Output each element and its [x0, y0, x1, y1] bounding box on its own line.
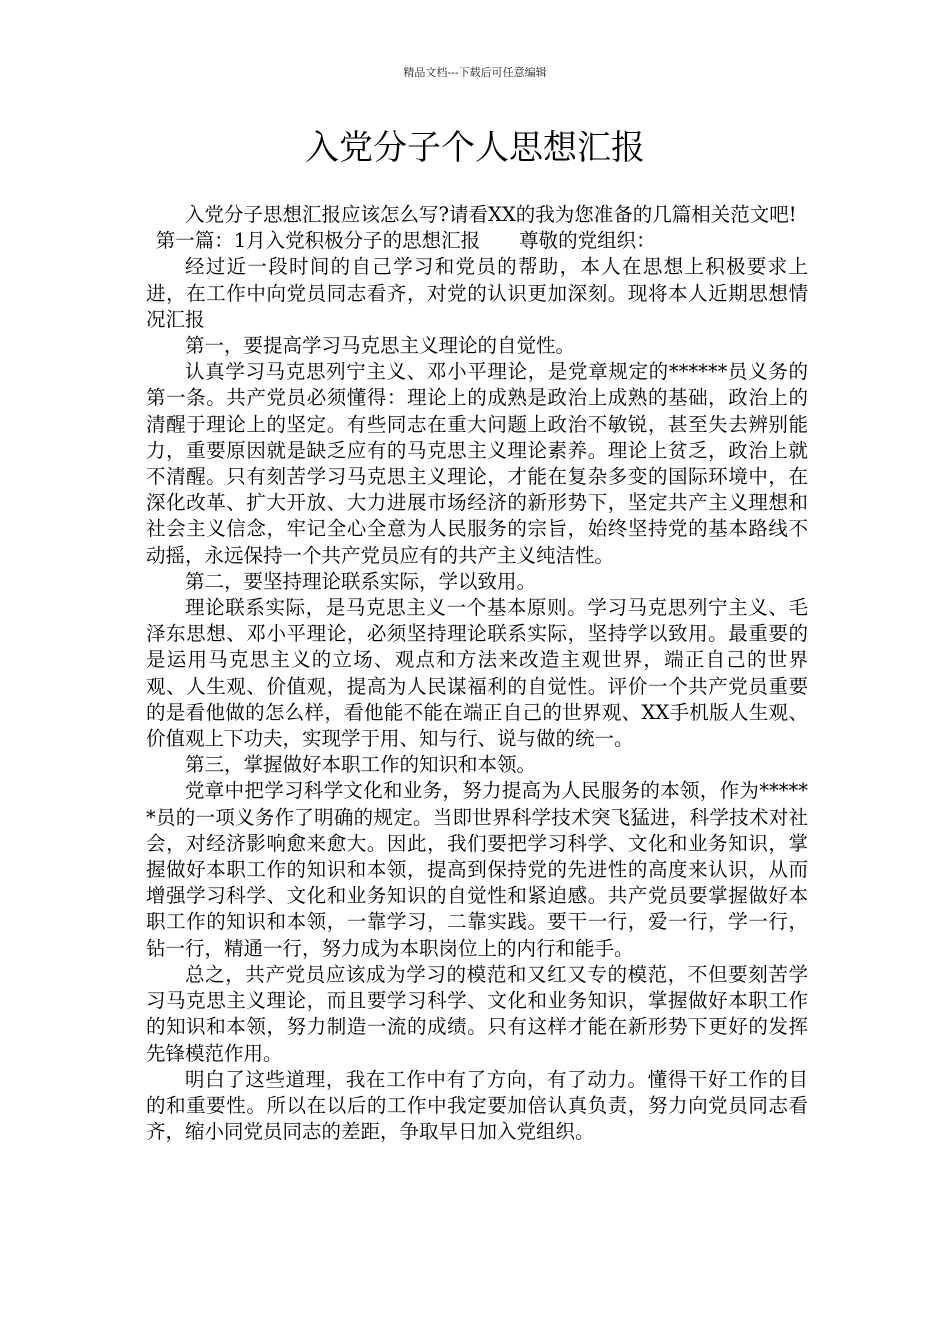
body-paragraph: 党章中把学习科学文化和业务，努力提高为人民服务的本领，作为******员的一项义务作了明确的规定。当即世界科学技术突飞猛进，科学技术对社会，对经济影响愈来愈大。因此，我们要把学习科学、文化和业务知识，掌握做好本职工作的知识和本领，提高到保持党的先进性的高度来认识，从而增强学习科学、文化和业务知识的自觉性和紧迫感。共产党员要掌握做好本职工作的知识和本领，一靠学习，二靠实践。要干一行，爱一行，学一行，钻一行，精通一行，努力成为本职岗位上的内行和能手。	[146, 779, 808, 960]
body-paragraph: 经过近一段时间的自己学习和党员的帮助，本人在思想上积极要求上进，在工作中向党员同志看齐，对党的认识更加深刻。现将本人近期思想情况汇报	[146, 255, 808, 331]
intro-paragraph: 入党分子思想汇报应该怎么写?请看XX的我为您准备的几篇相关范文吧!	[185, 203, 797, 226]
document-title: 入党分子个人思想汇报	[305, 128, 645, 168]
section-heading-first-article: 第一篇：1月入党积极分子的思想汇报 尊敬的党组织：	[155, 229, 656, 253]
body-paragraph: 认真学习马克思列宁主义、邓小平理论，是党章规定的******员义务的第一条。共产党员必须懂得：理论上的成熟是政治上成熟的基础，政治上的清醒于理论上的坚定。有些同志在重大问题上政治不敏锐，甚至失去辨别能力，重要原因就是缺乏应有的马克思主义理论素养。理论上贫乏，政治上就不清醒。只有刻苦学习马克思主义理论，才能在复杂多变的国际环境中，在深化改革、扩大开放、大力进展市场经济的新形势下，坚定共产主义理想和社会主义信念，牢记全心全意为人民服务的宗旨，始终坚持党的基本路线不动摇，永远保持一个共产党员应有的共产主义纯洁性。	[146, 360, 808, 567]
body-paragraph: 理论联系实际，是马克思主义一个基本原则。学习马克思列宁主义、毛泽东思想、邓小平理论，必须坚持理论联系实际，坚持学以致用。最重要的是运用马克思主义的立场、观点和方法来改造主观世界，端正自己的世界观、人生观、价值观，提高为人民谋福利的自觉性。评价一个共产党员重要的是看他做的怎么样，看他能不能在端正自己的世界观、XX手机版人生观、价值观上下功夫，实现学于用、知与行、说与做的统一。	[146, 596, 808, 751]
point-heading-third: 第三，掌握做好本职工作的知识和本领。	[185, 753, 537, 777]
point-heading-first: 第一，要提高学习马克思主义理论的自觉性。	[185, 334, 576, 358]
summary-paragraph: 总之，共产党员应该成为学习的模范和又红又专的模范，不但要刻苦学习马克思主义理论，而且要学习科学、文化和业务知识，掌握做好本职工作的知识和本领，努力制造一流的成绩。只有这样才能在新形势下更好的发挥先锋模范作用。	[146, 962, 808, 1065]
header-note: 精品文档---下载后可任意编辑	[403, 66, 547, 79]
document-body	[146, 202, 808, 1145]
closing-paragraph: 明白了这些道理，我在工作中有了方向，有了动力。懂得干好工作的目的和重要性。所以在以后的工作中我定要加倍认真负责，努力向党员同志看齐，缩小同党员同志的差距，争取早日加入党组织。	[146, 1067, 808, 1144]
point-heading-second: 第二，要坚持理论联系实际，学以致用。	[185, 569, 537, 593]
